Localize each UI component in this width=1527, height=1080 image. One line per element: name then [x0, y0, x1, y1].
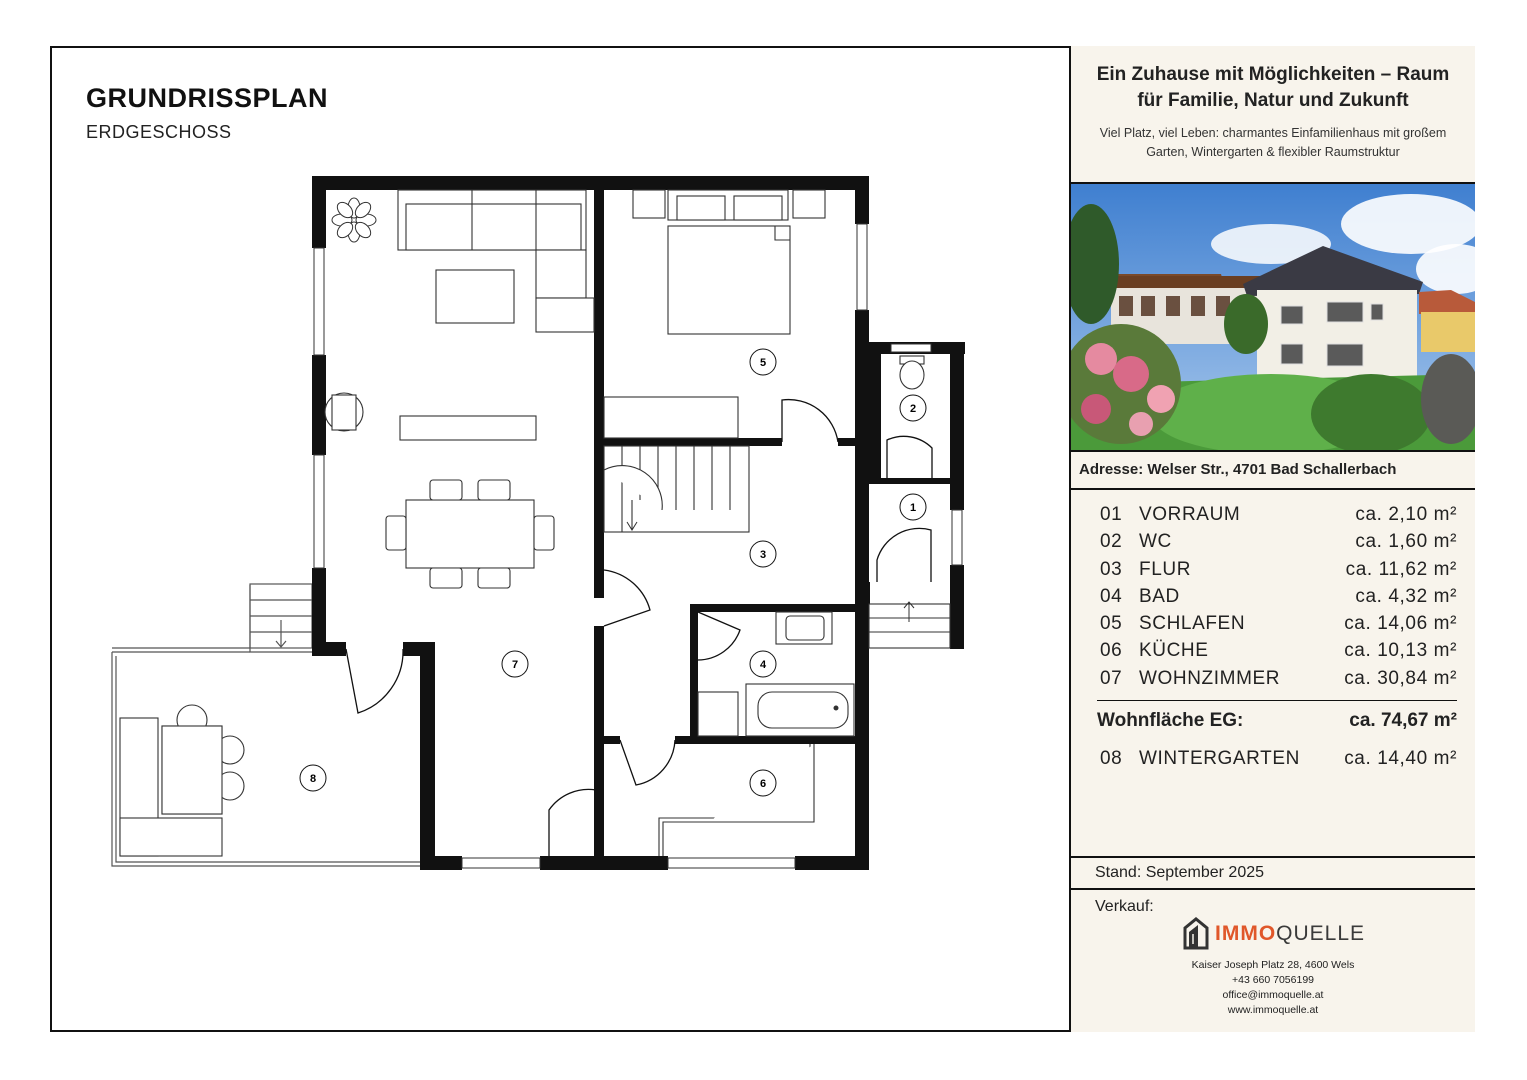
plan-title: GRUNDRISSPLAN — [86, 83, 329, 113]
svg-text:3: 3 — [759, 549, 767, 561]
room-row: 08 WINTERGARTEN ca. 14,40 m² — [1100, 748, 1457, 769]
svg-text:7: 7 — [511, 659, 519, 671]
room-row: 03 FLUR ca. 11,62 m² — [1100, 558, 1457, 580]
svg-text:4: 4 — [759, 659, 767, 671]
total-value: ca. 74,67 m² — [1349, 710, 1457, 731]
extra-room — [1097, 744, 1457, 771]
contact-block — [1071, 958, 1475, 1018]
room-row: 06 KÜCHE ca. 10,13 m² — [1100, 640, 1457, 662]
contact-phone[interactable]: +43 660 7056199 — [1231, 974, 1315, 986]
contact-address: Kaiser Joseph Platz 28, 4600 Wels — [1191, 959, 1355, 971]
info-panel — [1069, 46, 1475, 1032]
total-divider — [1097, 700, 1457, 701]
plan-floor-label: ERDGESCHOSS — [86, 122, 232, 142]
contact-web[interactable]: www.immoquelle.at — [1227, 1004, 1319, 1016]
room-marker-5 — [750, 349, 776, 375]
room-marker-1 — [900, 494, 926, 520]
total-area-row — [1097, 710, 1457, 738]
svg-text:2: 2 — [909, 403, 917, 415]
room-row: 05 SCHLAFEN ca. 14,06 m² — [1100, 613, 1457, 635]
room-list — [1097, 500, 1457, 691]
room-marker-7 — [502, 651, 528, 677]
tagline: Viel Platz, viel Leben: charmantes Einfamilienhaus mit großem Garten, Wintergarten & flexibler Raumstruktur — [1099, 126, 1447, 159]
total-label: Wohnfläche EG: — [1097, 710, 1244, 731]
svg-text:6: 6 — [759, 778, 767, 790]
house-photo — [1071, 184, 1475, 450]
address: Adresse: Welser Str., 4701 Bad Schallerbach — [1071, 450, 1475, 490]
room-row: 02 WC ca. 1,60 m² — [1100, 531, 1457, 553]
room-row: 07 WOHNZIMMER ca. 30,84 m² — [1100, 667, 1457, 689]
status-date: Stand: September 2025 — [1071, 856, 1475, 890]
panel-header — [1071, 46, 1475, 184]
contact-email[interactable]: office@immoquelle.at — [1222, 989, 1324, 1001]
room-marker-4 — [750, 651, 776, 677]
room-marker-6 — [750, 770, 776, 796]
svg-text:1: 1 — [909, 502, 917, 514]
room-marker-2 — [900, 395, 926, 421]
house-logo-icon — [1181, 916, 1211, 952]
room-row: 01 VORRAUM ca. 2,10 m² — [1100, 504, 1457, 525]
svg-text:5: 5 — [759, 357, 767, 369]
company-logo: IMMOQUELLE — [1181, 914, 1381, 954]
svg-text:8: 8 — [309, 773, 317, 785]
plant-icon — [332, 198, 376, 242]
room-marker-3 — [750, 541, 776, 567]
room-row: 04 BAD ca. 4,32 m² — [1100, 585, 1457, 607]
room-marker-8 — [300, 765, 326, 791]
sales-label: Verkauf: — [1095, 898, 1154, 915]
headline: Ein Zuhause mit Möglichkeiten – Raum für Familie, Natur und Zukunft — [1096, 64, 1450, 111]
